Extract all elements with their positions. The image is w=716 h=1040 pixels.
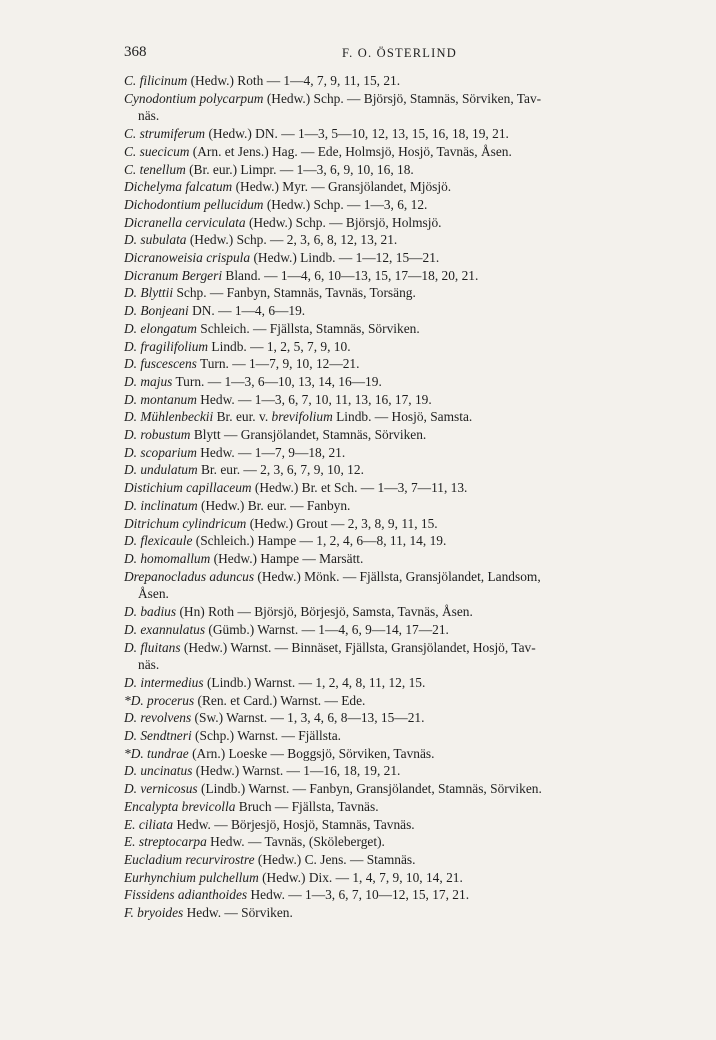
species-name: D. Mühlenbeckii (124, 409, 214, 425)
species-name: D. fuscescens (124, 356, 197, 372)
species-details: (Schleich.) Hampe — 1, 2, 4, 6—8, 11, 14, 19. (192, 533, 447, 549)
species-name: Dicranoweisia crispula (124, 250, 251, 266)
species-details: (Schp.) Warnst. — Fjällsta. (191, 728, 341, 744)
list-item (124, 461, 680, 479)
species-name: D. montanum (124, 391, 197, 407)
species-details: (Hedw.) Br. et Sch. — 1—3, 7—11, 13. (251, 480, 468, 496)
species-details: (Hedw.) Schp. — Björsjö, Stamnäs, Sörviken, Tav- (263, 90, 542, 106)
species-name: C. tenellum (124, 161, 186, 177)
species-name: D. elongatum (124, 320, 197, 336)
list-item (124, 391, 680, 409)
species-details: (Hedw.) Roth — 1—4, 7, 9, 11, 15, 21. (187, 73, 401, 88)
list-item (124, 692, 680, 710)
list-item (124, 886, 680, 904)
list-item (124, 798, 680, 816)
list-item (124, 780, 680, 798)
species-details: Hedw. — Sörviken. (183, 905, 293, 921)
species-name: D. badius (124, 604, 177, 620)
species-name: D. fragilifolium (124, 338, 209, 354)
continuation-line: Åsen. (138, 586, 169, 602)
species-details: Turn. — 1—7, 9, 10, 12—21. (196, 356, 360, 372)
list-item (124, 302, 680, 320)
list-item (124, 479, 680, 497)
species-name: D. vernicosus (124, 781, 198, 797)
species-name: *D. procerus (124, 692, 195, 708)
list-item (124, 515, 680, 533)
species-name: Dichodontium pellucidum (124, 196, 264, 212)
list-item (124, 816, 680, 834)
list-item (124, 497, 680, 515)
list-item (124, 320, 680, 338)
list-item (124, 444, 680, 462)
species-details: Hedw. — Börjesjö, Hosjö, Stamnäs, Tavnäs. (173, 816, 415, 832)
list-item (124, 532, 680, 550)
species-details: Schp. — Fanbyn, Stamnäs, Tavnäs, Torsäng. (173, 285, 416, 301)
species-details: (Hedw.) Warnst. — 1—16, 18, 19, 21. (192, 763, 401, 779)
list-item (124, 904, 680, 922)
list-item (124, 869, 680, 887)
species-name: D. uncinatus (124, 763, 193, 779)
species-details: (Hedw.) Hampe — Marsätt. (210, 550, 364, 566)
species-list (124, 72, 680, 922)
species-name: D. scoparium (124, 444, 197, 460)
species-details: Schleich. — Fjällsta, Stamnäs, Sörviken. (196, 320, 420, 336)
list-item (124, 621, 680, 639)
species-name: Eucladium recurvirostre (124, 851, 255, 867)
list-item (124, 851, 680, 869)
species-details: Bland. — 1—4, 6, 10—13, 15, 17—18, 20, 21. (222, 267, 479, 283)
species-name: Fissidens adianthoides (124, 887, 248, 903)
list-item (124, 161, 680, 179)
species-details: Hedw. — Tavnäs, (Sköleberget). (206, 834, 385, 850)
species-details: Hedw. — 1—3, 6, 7, 10—12, 15, 17, 21. (247, 887, 470, 903)
species-name: D. inclinatum (124, 497, 198, 513)
list-item (124, 284, 680, 302)
species-name: E. streptocarpa (124, 834, 207, 850)
species-details: (Hedw.) Dix. — 1, 4, 7, 9, 10, 14, 21. (258, 869, 463, 885)
list-item (124, 249, 680, 267)
list-item (124, 355, 680, 373)
species-details: (Arn. et Jens.) Hag. — Ede, Holmsjö, Hosjö, Tavnäs, Åsen. (189, 143, 512, 159)
species-details: (Hedw.) Mönk. — Fjällsta, Gransjölandet, Landsom, (254, 568, 541, 584)
list-item (124, 833, 680, 851)
species-name: Cynodontium polycarpum (124, 90, 264, 106)
list-item (124, 373, 680, 391)
species-name: Drepanocladus aduncus (124, 568, 255, 584)
species-name: D. intermedius (124, 674, 204, 690)
species-name: D. robustum (124, 427, 191, 443)
species-name: Eurhynchium pulchellum (124, 869, 259, 885)
list-item (124, 745, 680, 763)
species-name: D. homomallum (124, 550, 211, 566)
species-name: D. exannulatus (124, 621, 206, 637)
list-item (124, 231, 680, 249)
species-details: (Sw.) Warnst. — 1, 3, 4, 6, 8—13, 15—21. (191, 710, 425, 726)
list-item (124, 550, 680, 568)
species-details: (Arn.) Loeske — Boggsjö, Sörviken, Tavnäs. (188, 745, 435, 761)
species-name: Dichelyma falcatum (124, 179, 233, 195)
species-details: (Hn) Roth — Björsjö, Börjesjö, Samsta, Tavnäs, Åsen. (176, 604, 473, 620)
list-item (124, 143, 680, 161)
species-details: (Hedw.) Schp. — Björsjö, Holmsjö. (245, 214, 442, 230)
list-item (124, 674, 680, 692)
species-details: (Hedw.) Schp. — 1—3, 6, 12. (263, 196, 428, 212)
species-details: Lindb. — 1, 2, 5, 7, 9, 10. (208, 338, 351, 354)
species-details: (Hedw.) Lindb. — 1—12, 15—21. (250, 250, 440, 266)
species-name: D. majus (124, 373, 173, 389)
species-details: DN. — 1—4, 6—19. (188, 303, 306, 319)
species-name: D. Bonjeani (124, 303, 189, 319)
list-item (124, 727, 680, 745)
species-name: F. bryoides (124, 905, 184, 921)
species-details: (Lindb.) Warnst. — Fanbyn, Gransjölandet, Stamnäs, Sörviken. (197, 781, 542, 797)
variety-name: brevifolium (271, 409, 333, 425)
species-name: D. fluitans (124, 639, 181, 655)
species-details: (Hedw.) Grout — 2, 3, 8, 9, 11, 15. (246, 515, 438, 531)
species-details: Bruch — Fjällsta, Tavnäs. (235, 798, 379, 814)
list-item (124, 568, 680, 603)
species-details: (Hedw.) Myr. — Gransjölandet, Mjösjö. (232, 179, 452, 195)
list-item (124, 762, 680, 780)
page-header (124, 44, 676, 66)
species-details: Br. eur. — 2, 3, 6, 7, 9, 10, 12. (197, 462, 364, 478)
species-name: D. revolvens (124, 710, 192, 726)
species-details: (Hedw.) C. Jens. — Stamnäs. (254, 851, 416, 867)
species-name: C. filicinum (124, 73, 188, 88)
species-name: D. Sendtneri (124, 728, 192, 744)
species-name: D. subulata (124, 232, 187, 248)
species-name: C. suecicum (124, 143, 190, 159)
species-details: Blytt — Gransjölandet, Stamnäs, Sörviken. (190, 427, 427, 443)
species-details: (Hedw.) DN. — 1—3, 5—10, 12, 13, 15, 16, 18, 19, 21. (205, 126, 509, 142)
species-details: Hedw. — 1—7, 9—18, 21. (196, 444, 346, 460)
species-name: E. ciliata (124, 816, 174, 832)
species-name: Ditrichum cylindricum (124, 515, 247, 531)
species-name: Encalypta brevicolla (124, 798, 236, 814)
species-details: (Ren. et Card.) Warnst. — Ede. (194, 692, 366, 708)
variety-details: Lindb. — Hosjö, Samsta. (332, 409, 473, 425)
species-name: *D. tundrae (124, 745, 189, 761)
list-item (124, 72, 680, 90)
list-item (124, 709, 680, 727)
list-item (124, 426, 680, 444)
species-name: D. undulatum (124, 462, 198, 478)
list-item (124, 125, 680, 143)
continuation-line: näs. (138, 657, 160, 673)
list-item (124, 267, 680, 285)
species-name: C. strumiferum (124, 126, 206, 142)
list-item (124, 408, 680, 426)
species-details: (Gümb.) Warnst. — 1—4, 6, 9—14, 17—21. (205, 621, 449, 637)
list-item (124, 639, 680, 674)
species-name: Dicranum Bergeri (124, 267, 223, 283)
running-title: F. O. ÖSTERLIND (342, 46, 457, 60)
list-item (124, 338, 680, 356)
species-name: Distichium capillaceum (124, 480, 252, 496)
list-item (124, 90, 680, 125)
list-item (124, 196, 680, 214)
species-name: D. flexicaule (124, 533, 193, 549)
species-details: (Hedw.) Br. eur. — Fanbyn. (197, 497, 351, 513)
species-name: D. Blyttii (124, 285, 174, 301)
species-details: (Hedw.) Schp. — 2, 3, 6, 8, 12, 13, 21. (186, 232, 398, 248)
species-details: Hedw. — 1—3, 6, 7, 10, 11, 13, 16, 17, 19. (196, 391, 432, 407)
species-details: Br. eur. v. (213, 409, 272, 425)
list-item (124, 178, 680, 196)
species-details: (Hedw.) Warnst. — Binnäset, Fjällsta, Gransjölandet, Hosjö, Tav- (180, 639, 536, 655)
list-item (124, 603, 680, 621)
list-item (124, 214, 680, 232)
continuation-line: näs. (138, 108, 160, 124)
page-number: 368 (124, 44, 147, 60)
species-details: (Br. eur.) Limpr. — 1—3, 6, 9, 10, 16, 18. (185, 161, 414, 177)
species-details: Turn. — 1—3, 6—10, 13, 14, 16—19. (172, 373, 382, 389)
species-name: Dicranella cerviculata (124, 214, 246, 230)
species-details: (Lindb.) Warnst. — 1, 2, 4, 8, 11, 12, 15. (203, 674, 426, 690)
